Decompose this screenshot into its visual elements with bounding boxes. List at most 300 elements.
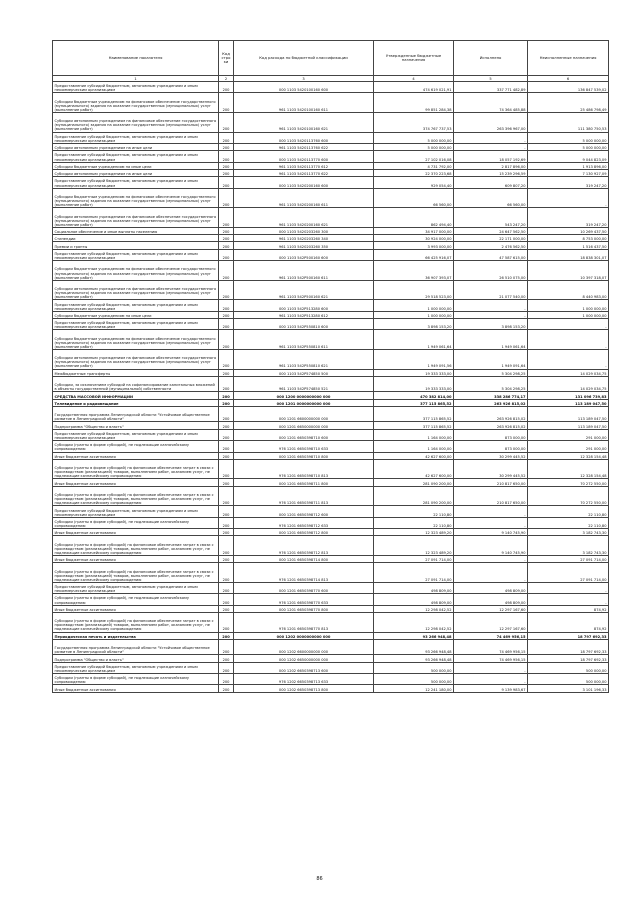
- table-row: [53, 563, 609, 583]
- row-approved: 377 115 865,52: [374, 406, 454, 422]
- row-code: 200: [219, 188, 234, 208]
- table-row: [53, 536, 609, 556]
- row-classification: 000 1103 542Р574850 500: [234, 369, 374, 376]
- row-classification: 961 1103 5420100160 621: [234, 112, 374, 132]
- row-classification: 000 1103 542P513280 600: [234, 300, 374, 311]
- row-name: Субсидии (гранты в форме субсидий) на финансовое обеспечение затрат в связи с производством (реализацией) товаров, выполнением работ, оказанием услуг, не подлежащие казначейскому сопровождению: [53, 563, 219, 583]
- row-unexecuted: 3 182 743,30: [528, 529, 609, 536]
- row-unexecuted: 874,92: [528, 605, 609, 612]
- row-approved: 1 164 000,00: [374, 441, 454, 452]
- row-executed: 210 817 650,00: [454, 479, 528, 486]
- row-approved: 30 924 000,00: [374, 235, 454, 242]
- row-unexecuted: 874,92: [528, 612, 609, 632]
- row-unexecuted: 22 110,80: [528, 506, 609, 517]
- table-row: [53, 208, 609, 228]
- row-approved: 29 518 523,00: [374, 280, 454, 300]
- row-approved: 36 907 393,07: [374, 261, 454, 281]
- row-classification: 000 1201 6650398711 800: [234, 479, 374, 486]
- row-classification: 961 1103 542P513280 612: [234, 311, 374, 318]
- row-approved: 12 241 180,00: [374, 685, 454, 692]
- row-executed: 263 396 967,00: [454, 112, 528, 132]
- column-index: 5: [454, 76, 528, 82]
- row-code: 200: [219, 82, 234, 93]
- row-unexecuted: 12 328 154,48: [528, 452, 609, 459]
- row-executed: 337 771 482,89: [454, 82, 528, 93]
- row-name: Государственная программа Ленинградской области "Устойчивое общественное развитие в Ленинградской области": [53, 639, 219, 655]
- column-index: 3: [234, 76, 374, 82]
- row-executed: 1 949 061,64: [454, 330, 528, 350]
- row-executed: 5 304 298,25: [454, 376, 528, 392]
- row-code: 200: [219, 399, 234, 406]
- row-unexecuted: 18 797 692,33: [528, 632, 609, 639]
- row-classification: 000 1202 6650398713 600: [234, 662, 374, 673]
- row-approved: 4 731 792,00: [374, 162, 454, 169]
- row-executed: 21 077 540,00: [454, 280, 528, 300]
- row-approved: 500 000,00: [374, 662, 454, 673]
- row-code: 200: [219, 441, 234, 452]
- row-unexecuted: 5 000 000,00: [528, 143, 609, 150]
- row-unexecuted: -: [528, 594, 609, 605]
- table-row: [53, 655, 609, 662]
- row-executed: -: [454, 300, 528, 311]
- row-classification: 961 1103 542Р574850 521: [234, 376, 374, 392]
- row-executed: 9 139 983,67: [454, 685, 528, 692]
- row-name: Предоставление субсидий бюджетным, автономным учреждениям и иным некоммерческим организациям: [53, 132, 219, 143]
- row-name: Субсидии бюджетным учреждениям на финансовое обеспечение государственного (муниципального) задания на оказание государственных (муниципальных) услуг (выполнение работ): [53, 93, 219, 113]
- row-unexecuted: 12 328 154,48: [528, 459, 609, 479]
- row-code: 200: [219, 655, 234, 662]
- row-unexecuted: 14 029 034,75: [528, 376, 609, 392]
- row-approved: 93 266 948,48: [374, 639, 454, 655]
- row-classification: 976 1201 6650398714 813: [234, 563, 374, 583]
- row-name: Телевидение и радиовещание: [53, 399, 219, 406]
- row-unexecuted: 5 000 000,00: [528, 132, 609, 143]
- row-code: 200: [219, 452, 234, 459]
- row-unexecuted: 291 000,00: [528, 441, 609, 452]
- row-executed: 12 297 167,60: [454, 605, 528, 612]
- table-row: [53, 685, 609, 692]
- header-classification: Код расхода по бюджетной классификации: [234, 41, 374, 76]
- row-unexecuted: 291 000,00: [528, 429, 609, 440]
- row-approved: 66 560,00: [374, 188, 454, 208]
- table-row: [53, 612, 609, 632]
- table-row: [53, 422, 609, 429]
- row-approved: 862 494,40: [374, 208, 454, 228]
- header-code: Код стро ки: [219, 41, 234, 76]
- row-classification: 000 1201 6650398710 600: [234, 429, 374, 440]
- row-unexecuted: 1 516 437,50: [528, 242, 609, 249]
- row-executed: 263 926 815,02: [454, 406, 528, 422]
- row-unexecuted: 10 397 318,07: [528, 261, 609, 281]
- row-code: 200: [219, 612, 234, 632]
- row-classification: 961 1103 5420200160 611: [234, 188, 374, 208]
- row-name: Иные бюджетные ассигнования: [53, 479, 219, 486]
- table-row: [53, 529, 609, 536]
- row-executed: 24 647 562,50: [454, 227, 528, 234]
- row-unexecuted: 22 110,80: [528, 517, 609, 528]
- row-code: 200: [219, 517, 234, 528]
- table-header-row: [53, 41, 609, 76]
- row-name: Иные бюджетные ассигнования: [53, 529, 219, 536]
- row-unexecuted: 70 272 550,00: [528, 486, 609, 506]
- row-executed: -: [454, 132, 528, 143]
- row-code: 200: [219, 529, 234, 536]
- row-name: Социальное обеспечение и иные выплаты населению: [53, 227, 219, 234]
- column-index: 6: [528, 76, 609, 82]
- table-body: [53, 82, 609, 693]
- row-approved: 66 425 916,07: [374, 249, 454, 260]
- row-classification: 000 1200 0000000000 000: [234, 392, 374, 399]
- row-classification: 000 1103 5420100160 600: [234, 82, 374, 93]
- row-name: Субсидии бюджетным учреждениям на иные цели: [53, 162, 219, 169]
- row-name: Предоставление субсидий бюджетным, автономным учреждениям и иным некоммерческим организациям: [53, 662, 219, 673]
- row-executed: 873 000,00: [454, 441, 528, 452]
- row-name: Периодическая печать и издательства: [53, 632, 219, 639]
- row-approved: 27 091 714,00: [374, 563, 454, 583]
- row-unexecuted: 1 000 000,00: [528, 300, 609, 311]
- row-code: 200: [219, 662, 234, 673]
- table-row: [53, 188, 609, 208]
- row-unexecuted: 113 189 047,50: [528, 399, 609, 406]
- row-name: Подпрограмма "Общество и власть": [53, 655, 219, 662]
- row-unexecuted: 1 000 000,00: [528, 311, 609, 318]
- row-approved: 22 110,80: [374, 517, 454, 528]
- row-classification: 961 1103 5420200160 621: [234, 208, 374, 228]
- row-name: Субсидии (гранты в форме субсидий), не подлежащие казначейскому сопровождению: [53, 441, 219, 452]
- table-row: [53, 112, 609, 132]
- table-row: [53, 82, 609, 93]
- row-name: Подпрограмма "Общество и власть": [53, 422, 219, 429]
- row-unexecuted: 111 380 750,53: [528, 112, 609, 132]
- row-unexecuted: 319 247,20: [528, 177, 609, 188]
- row-classification: 000 1201 6650000000 000: [234, 422, 374, 429]
- row-code: 200: [219, 479, 234, 486]
- row-classification: 000 1201 6600000000 000: [234, 406, 374, 422]
- row-name: Предоставление субсидий бюджетным, автономным учреждениям и иным некоммерческим организациям: [53, 249, 219, 260]
- report-sheet: [52, 40, 608, 693]
- row-approved: 929 054,40: [374, 177, 454, 188]
- row-code: 200: [219, 582, 234, 593]
- row-classification: 000 1201 6650398710 800: [234, 452, 374, 459]
- row-executed: -: [454, 517, 528, 528]
- row-executed: 498 809,00: [454, 594, 528, 605]
- row-approved: 281 090 200,00: [374, 479, 454, 486]
- row-executed: 12 297 167,60: [454, 612, 528, 632]
- table-row: [53, 459, 609, 479]
- row-name: Предоставление субсидий бюджетным, автономным учреждениям и иным некоммерческим организациям: [53, 429, 219, 440]
- row-code: 200: [219, 486, 234, 506]
- table-row: [53, 227, 609, 234]
- row-classification: 000 1103 542P550810 600: [234, 318, 374, 329]
- header-approved: Утвержденные бюджетные назначения: [374, 41, 454, 76]
- row-classification: 000 1201 6650398770 800: [234, 605, 374, 612]
- row-approved: 42 627 600,00: [374, 452, 454, 459]
- row-code: 200: [219, 208, 234, 228]
- row-classification: 000 1202 6650000000 000: [234, 655, 374, 662]
- row-classification: 976 1201 6650398712 813: [234, 536, 374, 556]
- row-unexecuted: 18 838 301,07: [528, 249, 609, 260]
- row-unexecuted: 8 753 000,00: [528, 235, 609, 242]
- row-approved: 12 298 042,52: [374, 612, 454, 632]
- row-unexecuted: 10 269 437,50: [528, 227, 609, 234]
- row-code: 200: [219, 555, 234, 562]
- row-name: Субсидии автономным учреждениям на финансовое обеспечение государственного (муниципального) задания на оказание государственных (муниципальных) услуг (выполнение работ): [53, 208, 219, 228]
- row-name: Субсидии (гранты в форме субсидий) на финансовое обеспечение затрат в связи с производством (реализацией) товаров, выполнением работ, оказанием услуг, не подлежащие казначейскому сопровождению: [53, 459, 219, 479]
- row-name: Субсидии (гранты в форме субсидий) на финансовое обеспечение затрат в связи с производством (реализацией) товаров, выполнением работ, оказанием услуг, не подлежащие казначейскому сопровождению: [53, 612, 219, 632]
- header-name: Наименование показателя: [53, 41, 219, 76]
- row-executed: 1 949 091,64: [454, 349, 528, 369]
- row-classification: 961 1103 5420113770 612: [234, 162, 374, 169]
- row-name: Субсидии (гранты в форме субсидий) на финансовое обеспечение затрат в связи с производством (реализацией) товаров, выполнением работ, оказанием услуг, не подлежащие казначейскому сопровождению: [53, 486, 219, 506]
- row-approved: 34 917 000,00: [374, 227, 454, 234]
- row-code: 200: [219, 249, 234, 260]
- row-code: 200: [219, 227, 234, 234]
- row-classification: 976 1201 6650398770 633: [234, 594, 374, 605]
- row-approved: 12 323 489,20: [374, 536, 454, 556]
- row-code: 200: [219, 563, 234, 583]
- row-classification: 961 1103 5420100160 611: [234, 93, 374, 113]
- row-name: Предоставление субсидий бюджетным, автономным учреждениям и иным некоммерческим организациям: [53, 151, 219, 162]
- row-name: Субсидии (гранты в форме субсидий), не подлежащие казначейскому сопровождению: [53, 594, 219, 605]
- row-code: 200: [219, 300, 234, 311]
- row-approved: 1 000 000,00: [374, 311, 454, 318]
- row-code: 200: [219, 132, 234, 143]
- table-row: [53, 594, 609, 605]
- row-approved: 498 809,00: [374, 594, 454, 605]
- row-classification: 000 1202 6650398713 800: [234, 685, 374, 692]
- row-code: 200: [219, 406, 234, 422]
- row-name: Субсидии бюджетным учреждениям на иные цели: [53, 311, 219, 318]
- row-unexecuted: -: [528, 188, 609, 208]
- row-code: 200: [219, 429, 234, 440]
- row-executed: 263 926 815,02: [454, 422, 528, 429]
- row-executed: 9 140 745,90: [454, 529, 528, 536]
- table-row: [53, 169, 609, 176]
- row-approved: 42 627 600,00: [374, 459, 454, 479]
- row-unexecuted: -: [528, 318, 609, 329]
- row-code: 200: [219, 318, 234, 329]
- row-code: 200: [219, 459, 234, 479]
- table-row: [53, 311, 609, 318]
- row-name: Государственная программа Ленинградской области "Устойчивое общественное развитие в Ленинградской области": [53, 406, 219, 422]
- row-executed: 2 476 562,50: [454, 242, 528, 249]
- table-row: [53, 479, 609, 486]
- row-code: 200: [219, 235, 234, 242]
- row-classification: 976 1201 6650398770 813: [234, 612, 374, 632]
- row-executed: 74 469 956,15: [454, 639, 528, 655]
- row-name: Предоставление субсидий бюджетным, автономным учреждениям и иным некоммерческим организациям: [53, 300, 219, 311]
- row-classification: 961 1103 5420113760 622: [234, 143, 374, 150]
- row-classification: 961 1103 542P550810 611: [234, 330, 374, 350]
- table-row: [53, 486, 609, 506]
- row-executed: 2 817 896,00: [454, 162, 528, 169]
- header-executed: Исполнено: [454, 41, 528, 76]
- table-row: [53, 93, 609, 113]
- row-executed: 74 364 485,88: [454, 93, 528, 113]
- row-executed: -: [454, 311, 528, 318]
- row-code: 200: [219, 169, 234, 176]
- row-code: 200: [219, 369, 234, 376]
- row-name: Предоставление субсидий бюджетным, автономным учреждениям и иным некоммерческим организациям: [53, 177, 219, 188]
- row-unexecuted: 136 847 539,02: [528, 82, 609, 93]
- row-name: Субсидии (гранты в форме субсидий) на финансовое обеспечение затрат в связи с производством (реализацией) товаров, выполнением работ, оказанием услуг, не подлежащие казначейскому сопровождению: [53, 536, 219, 556]
- row-code: 200: [219, 506, 234, 517]
- table-row: [53, 318, 609, 329]
- row-executed: 9 140 745,90: [454, 536, 528, 556]
- row-code: 200: [219, 376, 234, 392]
- row-unexecuted: 8 440 983,00: [528, 280, 609, 300]
- row-name: СРЕДСТВА МАССОВОЙ ИНФОРМАЦИИ: [53, 392, 219, 399]
- row-code: 200: [219, 685, 234, 692]
- row-classification: 961 1103 542P500160 621: [234, 280, 374, 300]
- row-unexecuted: -: [528, 582, 609, 593]
- row-unexecuted: 131 096 739,83: [528, 392, 609, 399]
- row-approved: 12 298 042,52: [374, 605, 454, 612]
- row-approved: 1 949 091,56: [374, 349, 454, 369]
- table-row: [53, 300, 609, 311]
- row-name: Предоставление субсидий бюджетным, автономным учреждениям и иным некоммерческим организациям: [53, 82, 219, 93]
- row-classification: 000 1201 6650398712 600: [234, 506, 374, 517]
- row-code: 200: [219, 674, 234, 685]
- row-classification: 961 1103 542P550810 621: [234, 349, 374, 369]
- row-unexecuted: 9 044 823,09: [528, 151, 609, 162]
- row-code: 200: [219, 594, 234, 605]
- row-code: 200: [219, 162, 234, 169]
- row-unexecuted: 14 029 034,75: [528, 369, 609, 376]
- row-executed: -: [454, 563, 528, 583]
- row-unexecuted: 1 913 896,00: [528, 162, 609, 169]
- table-row: [53, 349, 609, 369]
- table-row: [53, 406, 609, 422]
- row-name: Субсидии бюджетным учреждениям на финансовое обеспечение государственного (муниципального) задания на оказание государственных (муниципальных) услуг (выполнение работ): [53, 261, 219, 281]
- row-executed: 74 469 956,15: [454, 632, 528, 639]
- row-name: Субсидии бюджетным учреждениям на финансовое обеспечение государственного (муниципального) задания на оказание государственных (муниципальных) услуг (выполнение работ): [53, 330, 219, 350]
- column-index: 2: [219, 76, 234, 82]
- table-row: [53, 369, 609, 376]
- row-classification: 000 1201 0000000000 000: [234, 399, 374, 406]
- table-row: [53, 399, 609, 406]
- table-row: [53, 376, 609, 392]
- row-executed: 338 286 774,17: [454, 392, 528, 399]
- row-classification: 000 1103 5420113770 600: [234, 151, 374, 162]
- table-row: [53, 330, 609, 350]
- row-unexecuted: 18 797 692,33: [528, 639, 609, 655]
- table-row: [53, 261, 609, 281]
- row-code: 200: [219, 422, 234, 429]
- row-name: Субсидии автономным учреждениям на иные цели: [53, 169, 219, 176]
- table-row: [53, 151, 609, 162]
- row-classification: 000 1201 6650398770 600: [234, 582, 374, 593]
- row-approved: 498 809,00: [374, 582, 454, 593]
- row-approved: 377 115 865,52: [374, 422, 454, 429]
- row-approved: 12 323 489,20: [374, 529, 454, 536]
- row-name: Субсидии автономным учреждениям на иные цели: [53, 143, 219, 150]
- column-index: 1: [53, 76, 219, 82]
- row-name: Субсидии (гранты в форме субсидий), не подлежащие казначейскому сопровождению: [53, 674, 219, 685]
- row-classification: 000 1202 0000000000 000: [234, 632, 374, 639]
- header-unexecuted: Неисполненные назначения: [528, 41, 609, 76]
- table-row: [53, 662, 609, 673]
- row-classification: 000 1202 6600000000 000: [234, 639, 374, 655]
- row-executed: 210 817 650,00: [454, 486, 528, 506]
- row-executed: -: [454, 143, 528, 150]
- table-row: [53, 132, 609, 143]
- row-code: 200: [219, 151, 234, 162]
- row-approved: 500 000,00: [374, 674, 454, 685]
- row-code: 200: [219, 177, 234, 188]
- row-name: Предоставление субсидий бюджетным, автономным учреждениям и иным некоммерческим организациям: [53, 318, 219, 329]
- row-executed: 15 239 296,59: [454, 169, 528, 176]
- row-executed: 30 299 445,52: [454, 452, 528, 459]
- row-code: 200: [219, 605, 234, 612]
- row-unexecuted: 18 797 692,33: [528, 655, 609, 662]
- row-executed: 26 510 075,00: [454, 261, 528, 281]
- row-classification: 961 1103 542P500160 611: [234, 261, 374, 281]
- row-unexecuted: 7 130 927,09: [528, 169, 609, 176]
- row-code: 200: [219, 536, 234, 556]
- row-code: 200: [219, 112, 234, 132]
- column-index: 4: [374, 76, 454, 82]
- row-approved: 3 898 153,20: [374, 318, 454, 329]
- row-approved: 1 000 000,00: [374, 300, 454, 311]
- row-classification: 961 1103 5420203260 340: [234, 235, 374, 242]
- row-name: Премии и гранты: [53, 242, 219, 249]
- row-name: Стипендии: [53, 235, 219, 242]
- table-row: [53, 392, 609, 399]
- table-row: [53, 582, 609, 593]
- row-classification: 000 1201 6650398712 800: [234, 529, 374, 536]
- row-classification: 000 1103 5420203260 300: [234, 227, 374, 234]
- table-row: [53, 517, 609, 528]
- row-name: Субсидии бюджетным учреждениям на финансовое обеспечение государственного (муниципального) задания на оказание государственных (муниципальных) услуг (выполнение работ): [53, 188, 219, 208]
- row-approved: 474 619 021,91: [374, 82, 454, 93]
- row-code: 200: [219, 392, 234, 399]
- row-approved: 281 090 200,00: [374, 486, 454, 506]
- row-executed: -: [454, 506, 528, 517]
- row-unexecuted: 3 101 196,33: [528, 685, 609, 692]
- row-unexecuted: 113 189 047,50: [528, 406, 609, 422]
- row-unexecuted: -: [528, 330, 609, 350]
- table-row: [53, 429, 609, 440]
- row-classification: 976 1201 6650398712 633: [234, 517, 374, 528]
- row-name: Субсидии, за исключением субсидий на софинансирование капитальных вложений в объекты государственной (муниципальной) собственности: [53, 376, 219, 392]
- table-row: [53, 605, 609, 612]
- row-code: 200: [219, 639, 234, 655]
- row-code: 200: [219, 280, 234, 300]
- row-approved: 19 333 333,00: [374, 376, 454, 392]
- table-row: [53, 441, 609, 452]
- row-unexecuted: 70 272 550,00: [528, 479, 609, 486]
- row-name: Межбюджетные трансферты: [53, 369, 219, 376]
- row-approved: 5 000 000,00: [374, 143, 454, 150]
- row-executed: 74 469 956,15: [454, 655, 528, 662]
- row-executed: 5 304 298,25: [454, 369, 528, 376]
- row-executed: 609 807,20: [454, 177, 528, 188]
- table-row: [53, 235, 609, 242]
- row-classification: 961 1103 5420203260 350: [234, 242, 374, 249]
- row-code: 200: [219, 349, 234, 369]
- row-name: Иные бюджетные ассигнования: [53, 685, 219, 692]
- row-classification: 000 1103 542P500160 600: [234, 249, 374, 260]
- row-approved: 27 102 016,08: [374, 151, 454, 162]
- row-executed: 22 171 000,00: [454, 235, 528, 242]
- row-unexecuted: 319 247,20: [528, 208, 609, 228]
- row-classification: 961 1103 5420113770 622: [234, 169, 374, 176]
- row-name: Предоставление субсидий бюджетным, автономным учреждениям и иным некоммерческим организациям: [53, 506, 219, 517]
- row-unexecuted: 27 091 714,00: [528, 555, 609, 562]
- table-row: [53, 177, 609, 188]
- row-unexecuted: 25 486 798,49: [528, 93, 609, 113]
